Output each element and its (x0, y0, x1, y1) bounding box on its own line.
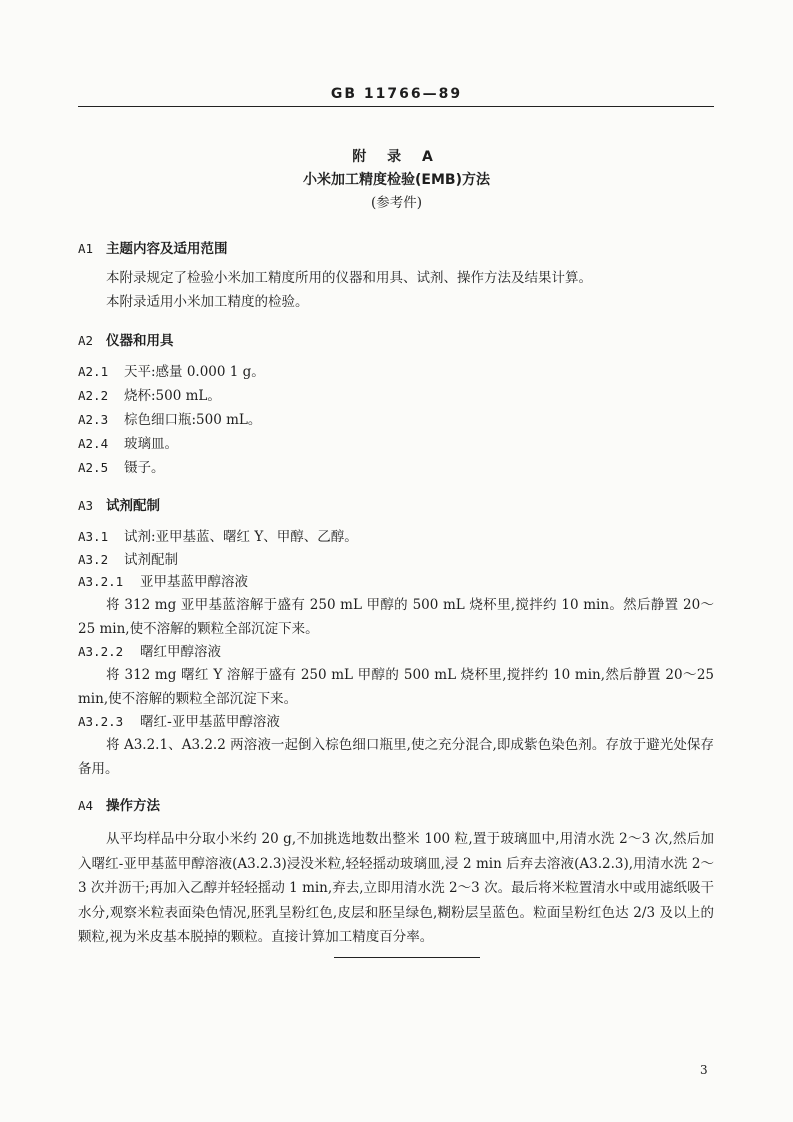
subsection-title: 曙红甲醇溶液 (140, 644, 221, 660)
subsection-a3-2-2-heading (78, 641, 714, 663)
appendix-note: (参考件) (370, 195, 423, 211)
subsection-a3-2-1-heading (78, 571, 714, 593)
subsection-title: 曙红-亚甲基蓝甲醇溶液 (140, 714, 280, 730)
list-item (78, 432, 714, 456)
section-a4-heading (78, 795, 714, 817)
section-a3-heading (78, 495, 714, 517)
list-item (78, 408, 714, 432)
section-title: 仪器和用具 (106, 333, 174, 349)
list-item (78, 549, 714, 571)
section-number: A3 (78, 498, 94, 513)
item-number: A2.5 (78, 460, 109, 475)
item-number: A2.2 (78, 388, 109, 403)
appendix-title: 小米加工精度检验(EMB)方法 (303, 172, 490, 188)
document-body (78, 238, 714, 950)
appendix-title-block (0, 146, 793, 215)
list-item (78, 384, 714, 408)
paragraph: 本附录规定了检验小米加工精度所用的仪器和用具、试剂、操作方法及结果计算。 (106, 270, 592, 286)
section-title: 试剂配制 (106, 498, 160, 514)
subsection-number: A3.2.3 (78, 714, 124, 729)
subsection-title: 亚甲基蓝甲醇溶液 (140, 574, 248, 590)
list-item (78, 360, 714, 384)
item-number: A3.2 (78, 552, 109, 567)
subsection-a3-2-3-heading (78, 711, 714, 733)
paragraph: 将 A3.2.1、A3.2.2 两溶液一起倒入棕色细口瓶里,使之充分混合,即成紫色染色剂。存放于避光处保存备用。 (78, 737, 714, 777)
item-number: A2.4 (78, 436, 109, 451)
subsection-number: A3.2.1 (78, 574, 124, 589)
item-text: 试剂:亚甲基蓝、曙红 Y、甲醇、乙醇。 (124, 529, 358, 545)
subsection-number: A3.2.2 (78, 644, 124, 659)
item-text: 烧杯:500 mL。 (124, 388, 221, 404)
item-text: 棕色细口瓶:500 mL。 (124, 412, 262, 428)
section-a2-heading (78, 330, 714, 352)
item-number: A2.1 (78, 364, 109, 379)
section-number: A2 (78, 333, 94, 348)
section-number: A4 (78, 798, 94, 813)
list-item (78, 456, 714, 480)
page-number: 3 (700, 1063, 708, 1077)
section-number: A1 (78, 241, 94, 256)
item-text: 镊子。 (124, 460, 165, 476)
appendix-label: 附 录 A (352, 149, 441, 165)
item-text: 天平:感量 0.000 1 g。 (124, 364, 265, 380)
section-title: 操作方法 (106, 798, 160, 814)
paragraph: 本附录适用小米加工精度的检验。 (106, 294, 309, 310)
paragraph: 将 312 mg 亚甲基蓝溶解于盛有 250 mL 甲醇的 500 mL 烧杯里,搅拌约 10 min。然后静置 20～25 min,使不溶解的颗粒全部沉淀下来。 (78, 597, 714, 637)
header-divider (78, 106, 714, 107)
standard-code: GB 11766—89 (330, 86, 463, 102)
item-text: 试剂配制 (124, 552, 178, 568)
paragraph: 将 312 mg 曙红 Y 溶解于盛有 250 mL 甲醇的 500 mL 烧杯里,搅拌约 10 min,然后静置 20～25 min,使不溶解的颗粒全部沉淀下来。 (78, 667, 714, 707)
item-number: A2.3 (78, 412, 109, 427)
item-number: A3.1 (78, 529, 109, 544)
list-item (78, 525, 714, 549)
paragraph: 从平均样品中分取小米约 20 g,不加挑选地数出整米 100 粒,置于玻璃皿中,用清水洗 2～3 次,然后加入曙红-亚甲基蓝甲醇溶液(A3.2.3)浸没米粒,轻轻摇动玻璃皿,浸 2 min 后弃去溶液(A3.2.3),用清水洗 2～3 次并沥干;再加入乙醇并轻轻摇动 1 min,弃去,立即用清水洗 2～3 次。最后将米粒置清水中或用滤纸吸干水分,观察米粒表面染色情况,胚乳呈粉红色,皮层和胚呈绿色,糊粉层呈蓝色。粒面呈粉红色达 2/3 及以上的颗粒,视为米皮基本脱掉的颗粒。直接计算加工精度百分率。 (78, 831, 714, 945)
section-a1-heading (78, 238, 714, 260)
item-text: 玻璃皿。 (124, 436, 178, 452)
section-title: 主题内容及适用范围 (106, 241, 228, 257)
end-divider (334, 957, 480, 958)
